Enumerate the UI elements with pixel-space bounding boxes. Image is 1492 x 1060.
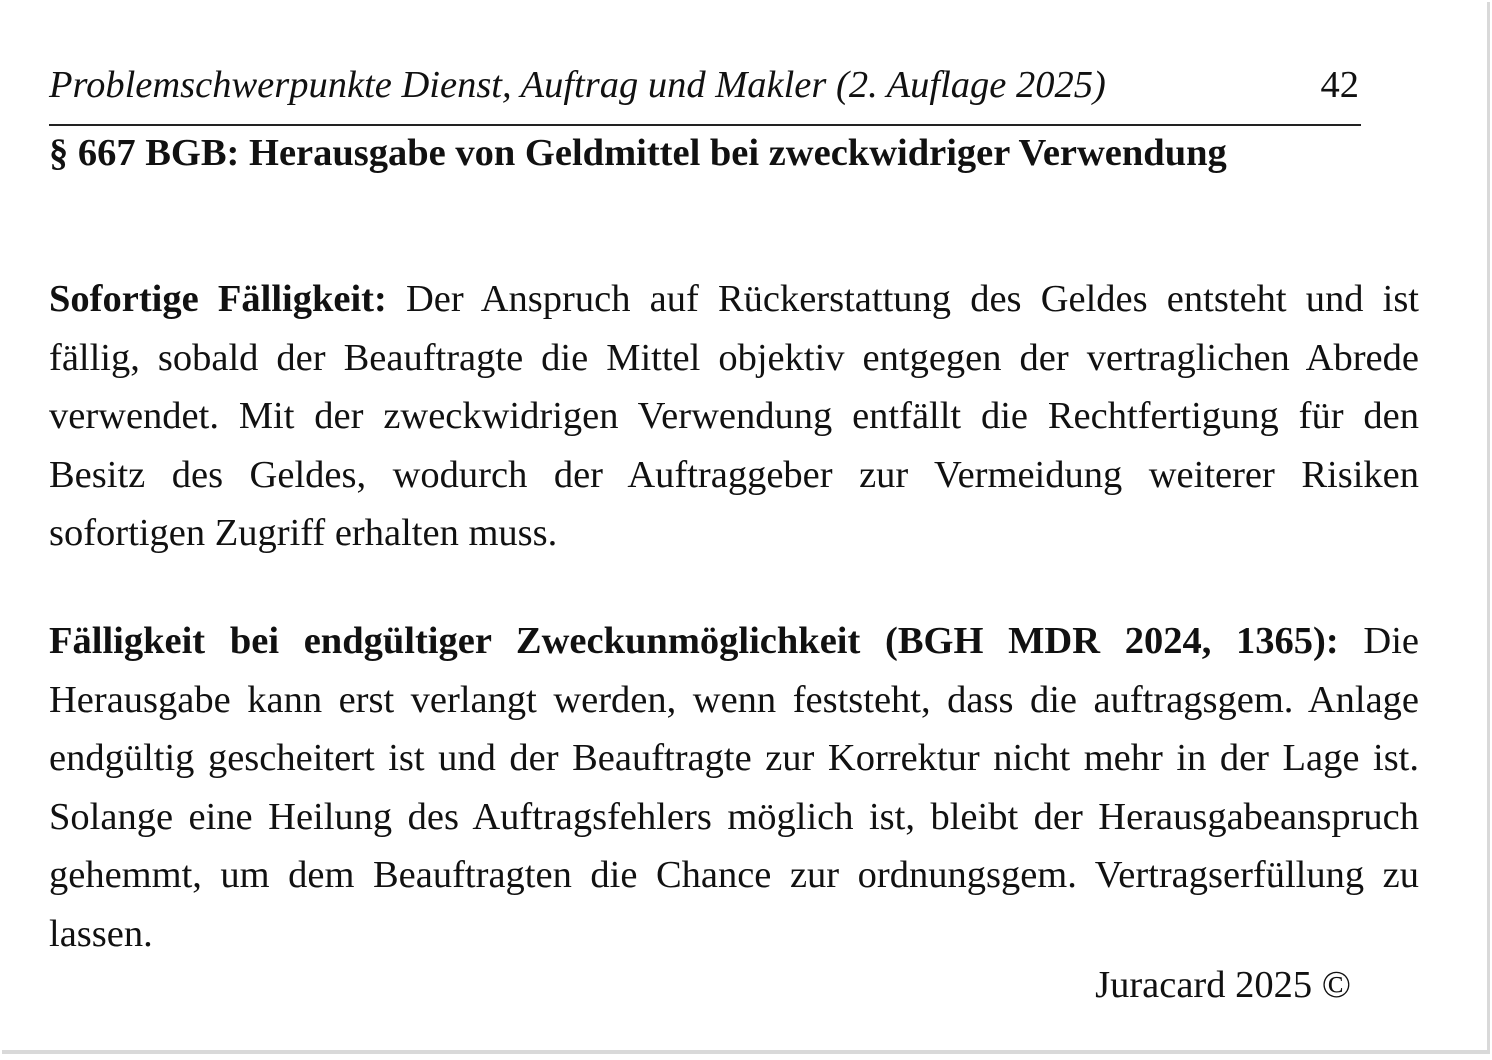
running-header-title: Problemschwerpunkte Dienst, Auftrag und Makler (2. Auflage 2025): [49, 64, 1106, 106]
paragraph-body: Die Herausgabe kann erst verlangt werden, wenn feststeht, dass die auftragsgem. Anlage endgültig gescheitert ist und der Beauftragte zur Korrektur nicht mehr in der Lage ist. Solange eine Heilung des Auftragsfehlers möglich ist, bleibt der Herausgabeanspruch gehemmt, um dem Beauftragten die Chance zur ordnungsgem. Vertragserfüllung zu lassen.: [49, 620, 1419, 955]
copyright-notice: Juracard 2025 ©: [1095, 964, 1351, 1006]
page-number: 42: [1320, 64, 1359, 106]
paragraph-sofortige-faelligkeit: [49, 270, 1419, 563]
running-header: [49, 60, 1361, 110]
section-title: § 667 BGB: Herausgabe von Geldmittel bei zweckwidriger Verwendung: [49, 132, 1227, 174]
paragraph-lead: Fälligkeit bei endgültiger Zweckunmöglichkeit (BGH MDR 2024, 1365):: [49, 620, 1339, 662]
document-page: [2, 2, 1490, 1054]
paragraph-lead: Sofortige Fälligkeit:: [49, 278, 387, 320]
paragraph-body: Der Anspruch auf Rückerstattung des Geldes entsteht und ist fällig, sobald der Beauftragte die Mittel objektiv entgegen der vertraglichen Abrede verwendet. Mit der zweckwidrigen Verwendung entfällt die Rechtfertigung für den Besitz des Geldes, wodurch der Auftraggeber zur Vermeidung weiterer Risiken sofortigen Zugriff erhalten muss.: [49, 278, 1420, 554]
paragraph-zweckunmoeglichkeit: [49, 612, 1419, 963]
header-rule: [49, 124, 1361, 126]
